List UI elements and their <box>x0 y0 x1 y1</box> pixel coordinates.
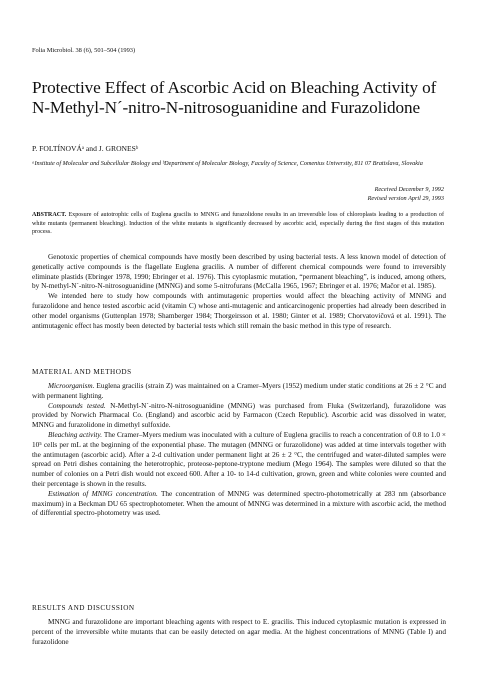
authors: P. FOLTÍNOVÁᵃ and J. GRONESᵇ <box>32 144 139 153</box>
methods-p2-label: Compounds tested. <box>48 401 106 410</box>
methods-heading: MATERIAL AND METHODS <box>32 368 132 376</box>
methods-p1-label: Microorganism. <box>48 382 95 390</box>
methods-p1-text: Euglena gracilis (strain Z) was maintained on a Cramer–Myers (1952) medium under static conditions at 26 ± 2 °C and with permanent lighting. <box>32 382 446 400</box>
intro-paragraph-1: Genotoxic properties of chemical compounds have mostly been described by using bacterial tests. A less known model of detection of genetically active compounds is the flagellate Euglena gracilis. A number of different chemical compounds were found to irreversibly eliminate plastids (Ebringer 1978, 1990; Ebringer et al. 1976). This cytoplasmic mutation, “permanent bleaching”, is induced, among others, by N-methyl-N´-nitro-N-nitrosoguanidine (MNNG) and some 5-nitrofurans (McCalla 1965, 1967; Ebringer et al. 1976; Mačor et al. 1985). <box>32 253 446 291</box>
results-paragraph-1: MNNG and furazolidone are important bleaching agents with respect to E. gracilis. This induced cytoplasmic mutation is expressed in percent of the irreversible white mutants that can be easily detected on agar media. At the highest concentrations of MNNG (Table I) and furazolidone <box>32 618 446 646</box>
methods-paragraph-1 <box>32 382 446 402</box>
intro-paragraph-2: We intended here to study how compounds with antimutagenic properties would affect the bleaching activity of MNNG and furazolidone and hence tested ascorbic acid (vitamin C) whose anti-mutagenic and anticarcinogenic properties had already been described in other model organisms (Guttenplan 1978; Shamberger 1984; Thorgeirsson et al. 1980; Ginter et al. 1989; Chorvatovičová et al. 1991). The antimutagenic effect has mostly been detected by bacterial tests which still remain the basic method in this type of research. <box>32 292 446 330</box>
revised-date: Revised version April 29, 1993 <box>367 194 444 202</box>
abstract-label: ABSTRACT. <box>32 212 67 218</box>
methods-paragraph-3 <box>32 431 446 490</box>
introduction <box>32 253 446 331</box>
methods-p3-text: The Cramer–Myers medium was inoculated with a culture of Euglena gracilis to reach a concentration of 0.8 to 1.0 × 10⁵ cells per mL at the beginning of the exponential phase. The mutagen (MNNG or furazolidone) was added at time intervals together with the antimutagen (ascorbic acid). After a 2-d cultivation under permanent light at 26 ± 2 °C, the centrifuged and water-diluted samples were spread on Petri dishes containing the heterotrophic, proteose-peptone-tryptone medium (Mego 1964). The samples were diluted so that the number of colonies on a Petri dish would not exceed 600. After a 10- to 14-d cultivation, grown, green and white colonies were counted and their percentage is shown in the results. <box>32 430 446 488</box>
methods-paragraph-4 <box>32 490 446 519</box>
journal-reference: Folia Microbiol. 38 (6), 501–504 (1993) <box>32 47 136 54</box>
methods-paragraph-2 <box>32 402 446 431</box>
results-heading: RESULTS AND DISCUSSION <box>32 604 135 612</box>
methods-p4-text: The concentration of MNNG was determined spectro-photometrically at 283 nm (absorbance maximum) in a Beckman DU 65 spectrophotometer. When the amount of MNNG was determined in a mixture with ascorbic acid, the method of differential spectro-photometry was used. <box>32 489 446 518</box>
results-section <box>32 618 446 647</box>
abstract <box>32 211 444 237</box>
methods-section <box>32 382 446 519</box>
methods-p4-label: Estimation of MNNG concentration. <box>48 489 158 498</box>
affiliation: ᵃInstitute of Molecular and Subcellular Biology and ᵇDepartment of Molecular Biology, Faculty of Science, Comenius University, 811 07 Bratislava, Slovakia <box>32 160 423 167</box>
dates-block <box>368 186 444 203</box>
paper-title: Protective Effect of Ascorbic Acid on Bleaching Activity of N-Methyl-N´-nitro-N-nitrosoguanidine and Furazolidone <box>32 78 437 117</box>
abstract-text: Exposure of autotrophic cells of Euglena gracilis to MNNG and furazolidone results in an irreversible loss of chloroplasts leading to a production of white mutants (permanent bleaching). Induction of the white mutants is significantly decreased by ascorbic acid, especially during the first stages of this mutation process. <box>32 212 444 236</box>
methods-p3-label: Bleaching activity. <box>48 430 103 439</box>
methods-p2-text: N-Methyl-N´-nitro-N-nitrosoguanidine (MNNG) was purchased from Fluka (Switzerland), furazolidone was provided by Norwich Pharmacal Co. (England) and ascorbic acid by Farmacon (Czech Republic). Ascorbic acid was dissolved in water, MNNG and furazolidone in dimethyl sulfoxide. <box>32 401 447 430</box>
received-date: Received December 9, 1992 <box>374 186 444 193</box>
